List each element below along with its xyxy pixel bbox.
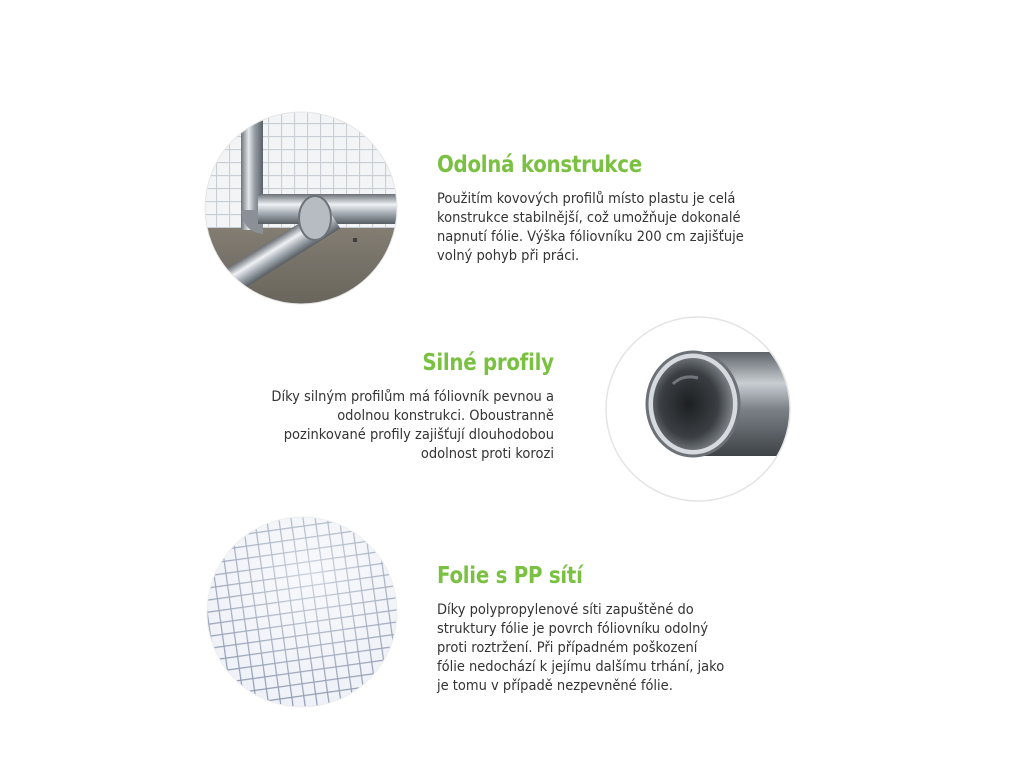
feature-title-silne-profily: Silné profily [422,350,554,376]
steel-frame-joint-photo [203,110,399,306]
reinforced-mesh-foil-photo [205,515,399,709]
feature-text-silne-profily: Díky silným profilům má fóliovník pevnou a odolnou konstrukci. Oboustranně pozinkované profily zajišťují dlouhodobou odolnost proti korozi [271,389,554,462]
feature-title-folie-pp-siti: Folie s PP sítí [437,563,583,589]
feature-title-odolna-konstrukce: Odolná konstrukce [437,152,642,178]
feature-text-folie-pp-siti: Díky polypropylenové síti zapuštěné do struktury fólie je povrch fóliovníku odolný proti roztržení. Při případném poškození fólie nedochází k jejímu dalšímu trhání, jako je tomu v případě nezpevněné fólie. [437,602,725,694]
feature-text-odolna-konstrukce: Použitím kovových profilů místo plastu je celá konstrukce stabilnější, což umožňuje dokonalé napnutí fólie. Výška fóliovníku 200 cm zajišťuje volný pohyb při práci. [437,191,744,264]
galvanized-tube-cross-section-photo [603,314,793,504]
